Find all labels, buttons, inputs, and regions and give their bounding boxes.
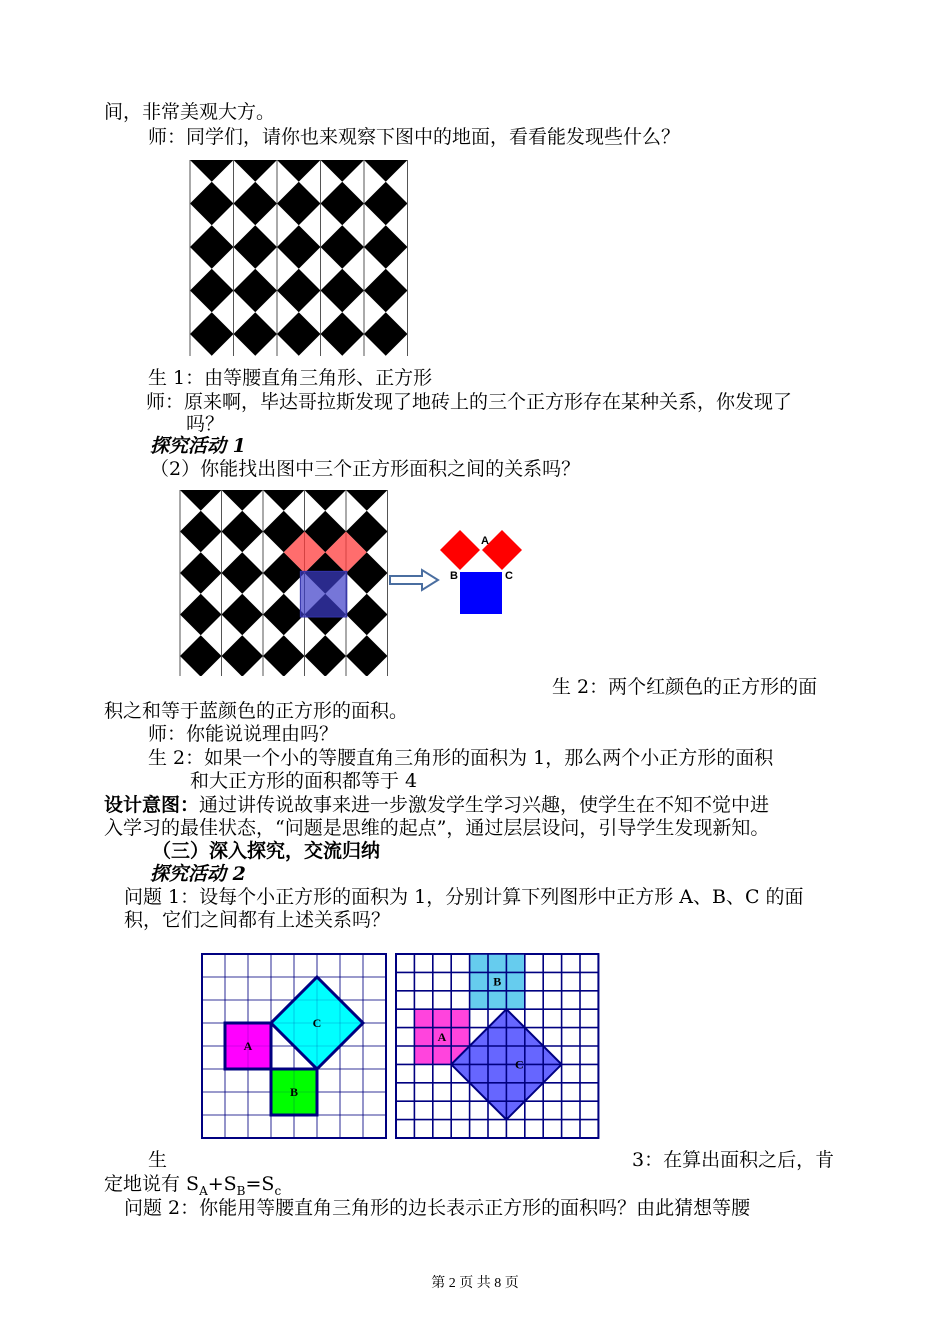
design-intent-text: 通过讲传说故事来进一步激发学生学习兴趣，使学生在不知不觉中进 <box>199 794 770 816</box>
text-line: 和大正方形的面积都等于 4 <box>190 770 418 792</box>
text-line: 生 2：如果一个小的等腰直角三角形的面积为 1，那么两个小正方形的面积 <box>148 747 774 769</box>
tile-triangle <box>364 312 408 334</box>
tile-triangle <box>277 204 321 226</box>
tile-triangle <box>305 615 347 636</box>
text-line: 师：同学们，请你也来观察下图中的地面，看看能发现些什么？ <box>148 126 681 148</box>
tile-triangle <box>321 182 365 204</box>
tile-triangle <box>190 269 234 291</box>
text-line: 生 <box>148 1149 168 1171</box>
tile-triangle <box>346 490 388 511</box>
formula-sub-a: A <box>199 1183 208 1198</box>
text-line: 生 2：两个红颜色的正方形的面 <box>552 676 818 698</box>
tile-triangle <box>190 312 234 334</box>
tile-triangle <box>364 182 408 204</box>
tile-squares-figure <box>178 490 390 676</box>
tile-triangle <box>321 160 365 182</box>
formula-part: 定地说有 S <box>104 1173 200 1195</box>
square-c-label: C <box>514 1057 524 1072</box>
text-line: 问题 1：设每个小正方形的面积为 1，分别计算下列图形中正方形 A、B、C 的面 <box>124 886 804 908</box>
tile-triangle <box>190 225 234 247</box>
tile-triangle <box>234 312 278 334</box>
tile-triangle <box>190 204 234 226</box>
tile-triangle <box>234 160 278 182</box>
tile-triangle <box>222 594 264 615</box>
tile-triangle <box>321 269 365 291</box>
tile-triangle <box>222 532 264 553</box>
tile-triangle <box>180 552 222 573</box>
tile-triangle <box>277 312 321 334</box>
tile-triangle <box>364 204 408 226</box>
tile-triangle <box>364 269 408 291</box>
tile-triangle <box>277 334 321 356</box>
tile-triangle <box>277 291 321 313</box>
tile-triangle <box>234 334 278 356</box>
text-line: 3：在算出面积之后，肯 <box>632 1149 835 1171</box>
square-a-label: A <box>437 1029 447 1044</box>
tile-triangle <box>180 573 222 594</box>
tile-triangle <box>277 182 321 204</box>
text-line: 吗？ <box>186 413 225 435</box>
tile-triangle <box>364 160 408 182</box>
tile-triangle <box>190 334 234 356</box>
text-line: 积，它们之间都有上述关系吗？ <box>124 909 391 931</box>
tile-triangle <box>305 490 347 511</box>
tile-triangle <box>234 182 278 204</box>
section-heading: 探究活动 2 <box>150 863 246 885</box>
tile-triangle <box>321 291 365 313</box>
formula-part: +S <box>207 1173 237 1195</box>
tile-triangle <box>346 511 388 532</box>
arrow-icon <box>390 570 438 590</box>
tile-triangle <box>190 160 234 182</box>
tile-triangle <box>263 511 305 532</box>
tile-triangle <box>321 247 365 269</box>
tile-triangle <box>263 573 305 594</box>
tile-triangle <box>346 594 388 615</box>
tile-triangle <box>364 334 408 356</box>
tile-triangle <box>180 511 222 532</box>
square-c-label: C <box>312 1016 322 1030</box>
tile-triangle <box>277 247 321 269</box>
tile-triangle <box>364 247 408 269</box>
section-heading: （三）深入探究，交流归纳 <box>152 840 381 862</box>
tile-triangle <box>263 615 305 636</box>
text-line: 师：原来啊，毕达哥拉斯发现了地砖上的三个正方形存在某种关系，你发现了 <box>146 391 793 413</box>
label-a: A <box>481 535 489 547</box>
tile-triangle <box>234 247 278 269</box>
tile-triangle <box>277 225 321 247</box>
tile-triangle <box>321 225 365 247</box>
label-c: C <box>505 570 513 582</box>
tile-triangle <box>190 247 234 269</box>
tile-triangle <box>190 291 234 313</box>
tile-triangle <box>180 490 222 511</box>
text-line: 生 1：由等腰直角三角形、正方形 <box>148 367 433 389</box>
tile-triangle <box>180 635 222 656</box>
tile-triangle <box>321 312 365 334</box>
tile-triangle <box>321 204 365 226</box>
grid-figure-left <box>201 953 387 1139</box>
blue-square <box>300 571 346 617</box>
tile-triangle <box>305 635 347 656</box>
red-square-a-left <box>440 530 480 570</box>
tile-triangle <box>180 615 222 636</box>
tile-triangle <box>346 573 388 594</box>
tile-triangle <box>180 656 222 676</box>
text-line: 入学习的最佳状态，“问题是思维的起点”，通过层层设问，引导学生发现新知。 <box>104 817 770 839</box>
square-a-label: A <box>243 1039 253 1053</box>
section-heading: 探究活动 1 <box>150 435 246 457</box>
text-line <box>104 793 769 817</box>
tile-triangle <box>263 656 305 676</box>
tile-triangle <box>346 635 388 656</box>
text-line: 积之和等于蓝颜色的正方形的面积。 <box>104 700 409 722</box>
tile-triangle <box>190 182 234 204</box>
tile-triangle <box>234 291 278 313</box>
text-line: 师：你能说说理由吗？ <box>148 723 339 745</box>
blue-square <box>460 572 502 614</box>
tile-triangle <box>263 635 305 656</box>
tile-triangle <box>321 334 365 356</box>
grid-figure-right <box>395 953 601 1139</box>
page-footer: 第 2 页 共 8 页 <box>431 1276 519 1291</box>
tile-triangle <box>346 656 388 676</box>
tile-triangle <box>277 269 321 291</box>
square-b-label: B <box>289 1085 299 1099</box>
text-line: 间，非常美观大方。 <box>104 101 276 123</box>
tile-triangle <box>180 532 222 553</box>
tile-triangle <box>180 594 222 615</box>
tile-triangle <box>222 656 264 676</box>
tile-triangle <box>222 490 264 511</box>
tile-triangle <box>277 160 321 182</box>
text-line: 问题 2：你能用等腰直角三角形的边长表示正方形的面积吗？由此猜想等腰 <box>124 1197 751 1219</box>
tile-triangle <box>305 656 347 676</box>
tile-triangle <box>234 204 278 226</box>
square-b-label: B <box>493 974 502 989</box>
tile-triangle <box>222 552 264 573</box>
floor-tile-figure <box>188 160 408 356</box>
tile-triangle <box>222 573 264 594</box>
design-intent-label: 设计意图： <box>104 794 200 816</box>
tile-triangle <box>234 269 278 291</box>
tile-triangle <box>222 615 264 636</box>
tile-triangle <box>364 291 408 313</box>
tile-triangle <box>222 511 264 532</box>
formula-sub-c: c <box>274 1183 282 1198</box>
tile-triangle <box>364 225 408 247</box>
formula-sub-b: B <box>236 1183 246 1198</box>
tile-triangle <box>234 225 278 247</box>
tile-triangle <box>305 511 347 532</box>
tile-triangle <box>263 490 305 511</box>
text-line: （2）你能找出图中三个正方形面积之间的关系吗？ <box>150 458 581 480</box>
tile-triangle <box>263 594 305 615</box>
label-b: B <box>450 570 458 582</box>
tile-triangle <box>222 635 264 656</box>
formula-part: =S <box>245 1173 275 1195</box>
tile-triangle <box>346 615 388 636</box>
